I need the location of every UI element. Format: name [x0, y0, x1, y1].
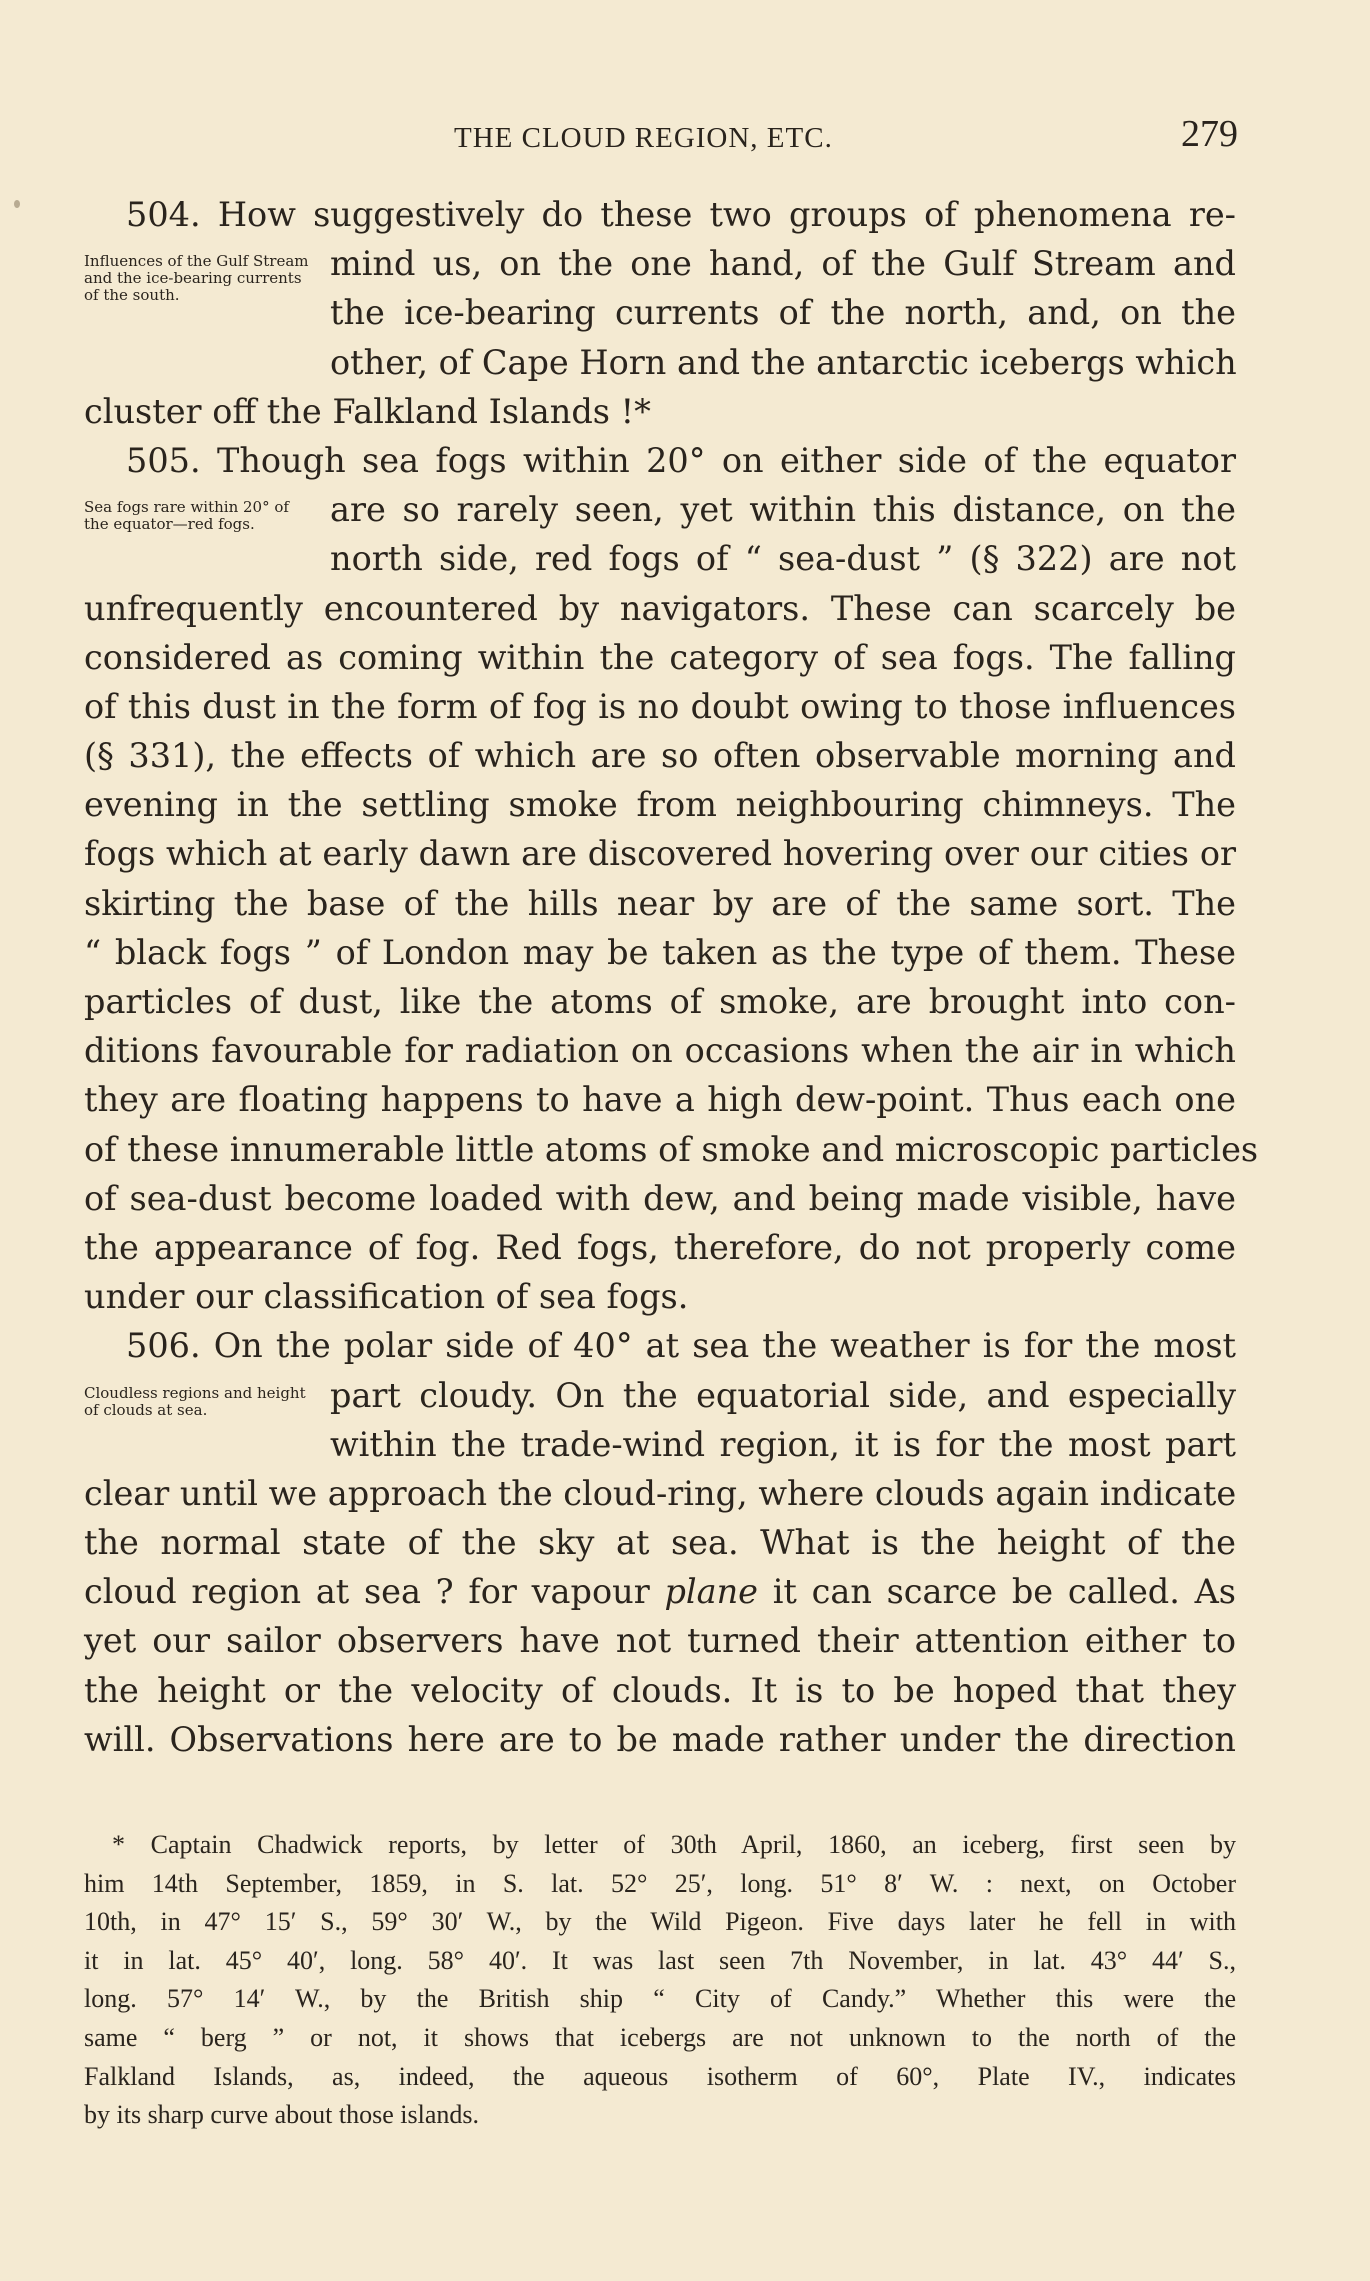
margin-note: Cloudless regions and height of clouds at sea.	[84, 1383, 306, 1419]
paper-spot	[14, 200, 20, 208]
page-number: 279	[1181, 113, 1238, 155]
margin-note-block	[84, 239, 1236, 387]
paragraph-line: the ice-bearing currents of the north, and, on the	[330, 293, 1236, 333]
footnote-line: it in lat. 45° 40′, long. 58° 40′. It was last seen 7th November, in lat. 43° 44′ S.,	[84, 1945, 1236, 1975]
paragraph-line-with-italic	[84, 1567, 1236, 1616]
paragraph-line: clear until we approach the cloud-ring, where clouds again indicate	[84, 1473, 1237, 1513]
paragraph-line: evening in the settling smoke from neighbouring chimneys. The	[84, 785, 1236, 825]
footnote-line: 10th, in 47° 15′ S., 59° 30′ W., by the Wild Pigeon. Five days later he fell in with	[84, 1907, 1236, 1937]
running-title: THE CLOUD REGION, ETC.	[454, 122, 833, 154]
footnote-line: him 14th September, 1859, in S. lat. 52° 25′, long. 51° 8′ W. : next, on October	[84, 1868, 1236, 1898]
footnote-line: Falkland Islands, as, indeed, the aqueous isotherm of 60°, Plate IV., indicates	[84, 2061, 1236, 2091]
paragraph-line: 506. On the polar side of 40° at sea the weather is for the most	[126, 1326, 1236, 1366]
paragraph-line: ditions favourable for radiation on occasions when the air in which	[84, 1031, 1236, 1071]
line-end: it can scarce be called. As	[772, 1572, 1236, 1612]
paragraph-line: the height or the velocity of clouds. It is to be hoped that they	[84, 1670, 1236, 1710]
body-text	[84, 190, 1259, 1764]
paragraph-line: are so rarely seen, yet within this distance, on the	[330, 490, 1236, 530]
paragraph-line: north side, red fogs of “ sea-dust ” (§ 322) are not	[330, 539, 1236, 579]
footnote	[84, 1826, 1236, 2135]
footnote-line: long. 57° 14′ W., by the British ship “ City of Candy.” Whether this were the	[84, 1984, 1236, 2014]
paragraph-line: cluster off the Falkland Islands !*	[84, 391, 651, 431]
paragraph-line: yet our sailor observers have not turned their attention either to	[84, 1621, 1236, 1661]
paragraph-line: part cloudy. On the equatorial side, and especially	[330, 1375, 1236, 1415]
page-header	[84, 108, 1238, 168]
margin-note: Sea fogs rare within 20° of the equator—red fogs.	[84, 498, 289, 534]
paragraph-line: will. Observations here are to be made rather under the direction	[84, 1719, 1236, 1759]
margin-note-block	[84, 485, 1236, 583]
paragraph-line: of these innumerable little atoms of smoke and microscopic particles	[84, 1129, 1259, 1169]
paragraph-line: 505. Though sea fogs within 20° on either side of the equator	[126, 440, 1236, 480]
paragraph-line: fogs which at early dawn are discovered hovering over our cities or	[84, 834, 1236, 874]
paragraph-line: of sea-dust become loaded with dew, and being made visible, have	[84, 1178, 1236, 1218]
paragraph-line: 504. How suggestively do these two groups of phenomena re-	[126, 195, 1236, 234]
paragraph-line: particles of dust, like the atoms of smoke, are brought into con-	[84, 982, 1236, 1021]
line-start: cloud region at sea ? for vapour	[84, 1572, 650, 1612]
margin-note: Influences of the Gulf Stream and the ice-bearing currents of the south.	[84, 252, 309, 305]
paragraph-line: they are floating happens to have a high dew-point. Thus each one	[84, 1080, 1236, 1120]
margin-note-block	[84, 1371, 1236, 1469]
paragraph-line: the appearance of fog. Red fogs, therefore, do not properly come	[84, 1227, 1236, 1267]
paragraph-line: within the trade-wind region, it is for the most part	[330, 1424, 1236, 1464]
paragraph-line: the normal state of the sky at sea. What is the height of the	[84, 1523, 1236, 1563]
footnote-line: * Captain Chadwick reports, by letter of 30th April, 1860, an iceberg, first seen by	[112, 1830, 1236, 1859]
paragraph-line: (§ 331), the effects of which are so often observable morning and	[84, 736, 1236, 776]
paragraph-line: mind us, on the one hand, of the Gulf Stream and	[330, 244, 1236, 284]
paragraph-line: under our classification of sea fogs.	[84, 1277, 689, 1317]
paragraph-line: unfrequently encountered by navigators. These can scarcely be	[84, 588, 1236, 628]
paragraph-line: skirting the base of the hills near by are of the same sort. The	[84, 883, 1236, 923]
paragraph-line: considered as coming within the category of sea fogs. The falling	[84, 637, 1236, 677]
footnote-line: by its sharp curve about those islands.	[84, 2100, 479, 2130]
paragraph-line: of this dust in the form of fog is no doubt owing to those influences	[84, 686, 1236, 726]
italic-word: plane	[664, 1572, 758, 1612]
paragraph-line: “ black fogs ” of London may be taken as the type of them. These	[84, 932, 1236, 972]
paragraph-line: other, of Cape Horn and the antarctic icebergs which	[330, 342, 1237, 382]
footnote-line: same “ berg ” or not, it shows that icebergs are not unknown to the north of the	[84, 2022, 1236, 2052]
